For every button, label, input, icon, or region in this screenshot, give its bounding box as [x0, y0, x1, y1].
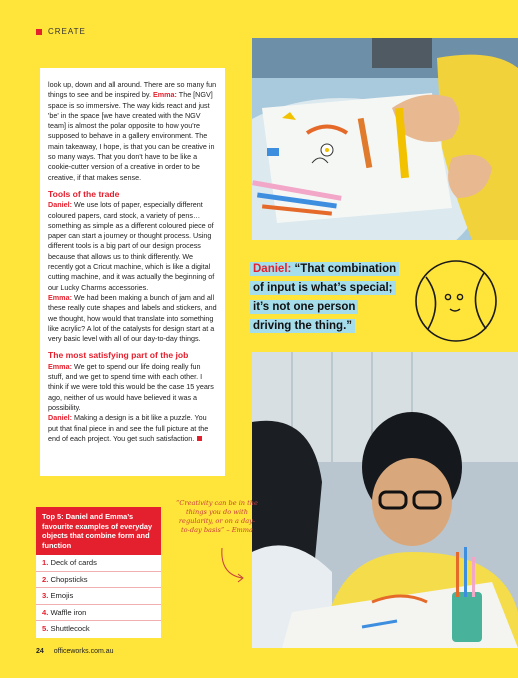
- speaker-emma: Emma:: [152, 90, 177, 100]
- photo-drawing-hands: [252, 38, 518, 240]
- speaker-emma: Emma:: [48, 361, 72, 371]
- pull-quote: [250, 260, 410, 336]
- top5-list: [36, 555, 161, 638]
- section-label: CREATE: [48, 27, 86, 36]
- top5-heading: Top 5: Daniel and Emma’s favourite examples of everyday objects that combine form and function: [36, 507, 161, 555]
- footer-site[interactable]: officeworks.com.au: [53, 648, 114, 655]
- pull-quote-line: Daniel: “That combination: [250, 262, 399, 276]
- section-marker: [36, 29, 42, 35]
- speaker-emma: Emma:: [48, 292, 72, 302]
- heading-satisfying: The most satisfying part of the job: [48, 350, 189, 361]
- pull-quote-line: driving the thing.”: [250, 319, 355, 333]
- speaker-daniel: Daniel:: [48, 413, 72, 423]
- list-item: 5. Shuttlecock: [42, 624, 90, 634]
- article-paragraph: Daniel: We use lots of paper, especially different coloured papers, card stock, a variety of pens… something as simple as a different coloured piece of paper can start a journey or thought process. Using different tools is a big part of our design process because that allows us to think differently. We recently got a Cricut machine, which is like a digital cutting machine, and it was actually the beginning of our Lucky Charms accessories.: [48, 200, 215, 292]
- article-paragraph: Daniel: Making a design is a bit like a puzzle. You put that final piece in and see the full picture at the end of each project. You get such satisfaction.: [48, 413, 209, 443]
- article-paragraph: Emma: We had been making a bunch of jam and all these really cute shapes and labels and stickers, and we thought, how would that translate into something like acrylic? A lot of the catalysts for design start at a very basic level with all of our day-to-day things.: [48, 292, 217, 344]
- heading-tools: Tools of the trade: [48, 188, 120, 199]
- top5-box: [36, 507, 161, 638]
- pull-quote-line: it’s not one person: [250, 300, 358, 314]
- page-number: 24: [36, 648, 44, 655]
- photo-designers: [252, 352, 518, 648]
- section-tag: [36, 27, 86, 36]
- article-paragraph: look up, down and all around. There are so many fun things to see and be inspired by. Emma: The [NGV] space is so immersive. The way kids react and just 'be' in the space [we have created with the NGV team] is almost the polar opposite to how you're supposed to behave in a gallery environment. The main takeaway, I hope, is that you can be creative in so many ways. That you don't have to be like a cookie-cutter version of a creative in order to be creative, if that makes sense.: [48, 80, 217, 182]
- list-item: 1. Deck of cards: [36, 555, 161, 572]
- handwritten-quote: “Creativity can be in the things you do with regularity, or on a day-to-day basis” – Emma: [176, 499, 258, 534]
- page-footer: [36, 648, 114, 655]
- article-body: [40, 68, 225, 476]
- smiley-ball-icon: [410, 255, 502, 347]
- pull-quote-speaker: Daniel:: [253, 263, 292, 275]
- speaker-daniel: Daniel:: [48, 200, 72, 210]
- pull-quote-line: of input is what’s special;: [250, 281, 396, 295]
- list-item: 2. Chopsticks: [36, 572, 161, 589]
- article-paragraph: Emma: We get to spend our life doing really fun stuff, and we get to spend time with each other. I think if we were told this would be the case 15 years ago, neither of us would have believed it was a possibility.: [48, 361, 214, 412]
- curved-arrow-icon: [218, 546, 248, 586]
- end-mark: [197, 436, 202, 441]
- list-item: 4. Waffle iron: [36, 605, 161, 622]
- list-item: 3. Emojis: [36, 588, 161, 605]
